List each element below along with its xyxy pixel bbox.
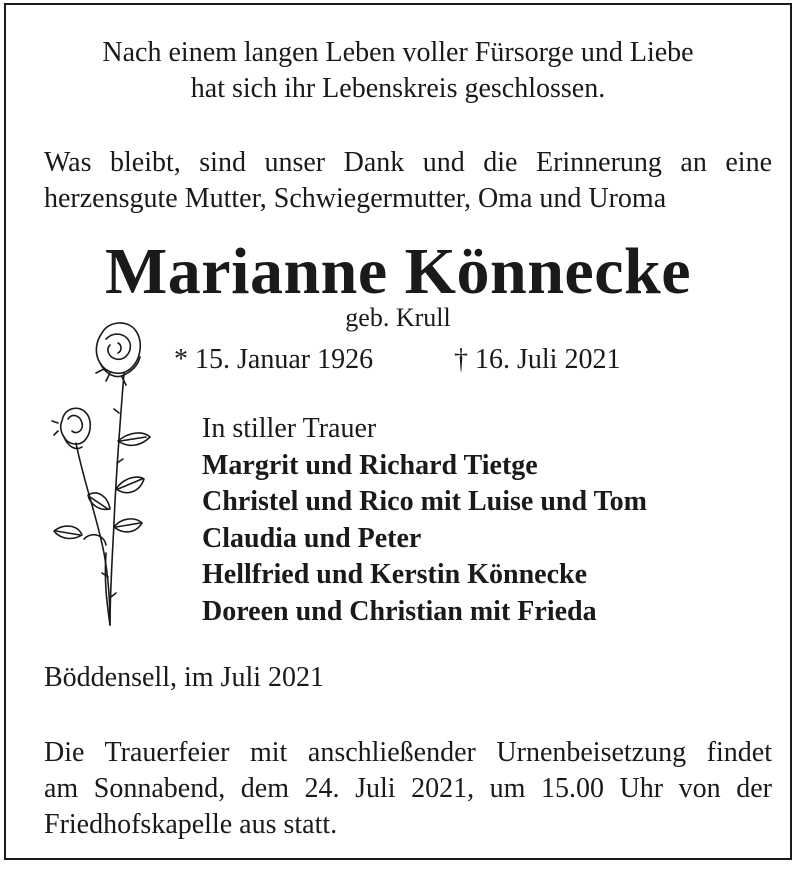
rose-illustration-icon bbox=[44, 313, 164, 628]
tribute-line-2: herzensgute Mutter, Schwiegermutter, Oma und Uroma bbox=[44, 183, 667, 214]
mourner-family: Doreen und Christian mit Frieda bbox=[202, 595, 597, 627]
maiden-name: geb. Krull bbox=[345, 303, 451, 332]
mourner-family: Claudia und Peter bbox=[202, 522, 422, 554]
mourner-family: Hellfried und Kerstin Könnecke bbox=[202, 559, 587, 590]
birth-date: * 15. Januar 1926 bbox=[174, 344, 374, 375]
mourners-list bbox=[202, 411, 647, 630]
mourner-family: Margrit und Richard Tietge bbox=[202, 449, 538, 481]
service-line-3: Friedhofskapelle aus statt. bbox=[44, 809, 338, 840]
service-line-1: Die Trauerfeier mit anschließender Urnenbeisetzung findet bbox=[44, 737, 772, 768]
intro-text bbox=[6, 35, 790, 107]
service-line-2: am Sonnabend, dem 24. Juli 2021, um 15.00 Uhr von der bbox=[44, 773, 772, 804]
tribute-line-1: Was bleibt, sind unser Dank und die Erinnerung an eine bbox=[44, 147, 772, 178]
intro-line-1: Nach einem langen Leben voller Fürsorge und Liebe bbox=[102, 37, 694, 68]
service-notice bbox=[44, 735, 772, 843]
deceased-name: Marianne Könnecke bbox=[105, 235, 691, 308]
tribute-text bbox=[44, 145, 772, 217]
obituary-frame bbox=[4, 3, 792, 860]
mourners-lead: In stiller Trauer bbox=[202, 413, 377, 444]
mourner-family: Christel und Rico mit Luise und Tom bbox=[202, 486, 647, 517]
intro-line-2: hat sich ihr Lebenskreis geschlossen. bbox=[190, 73, 606, 104]
place-date: Böddensell, im Juli 2021 bbox=[44, 662, 324, 693]
death-date: † 16. Juli 2021 bbox=[454, 344, 621, 375]
